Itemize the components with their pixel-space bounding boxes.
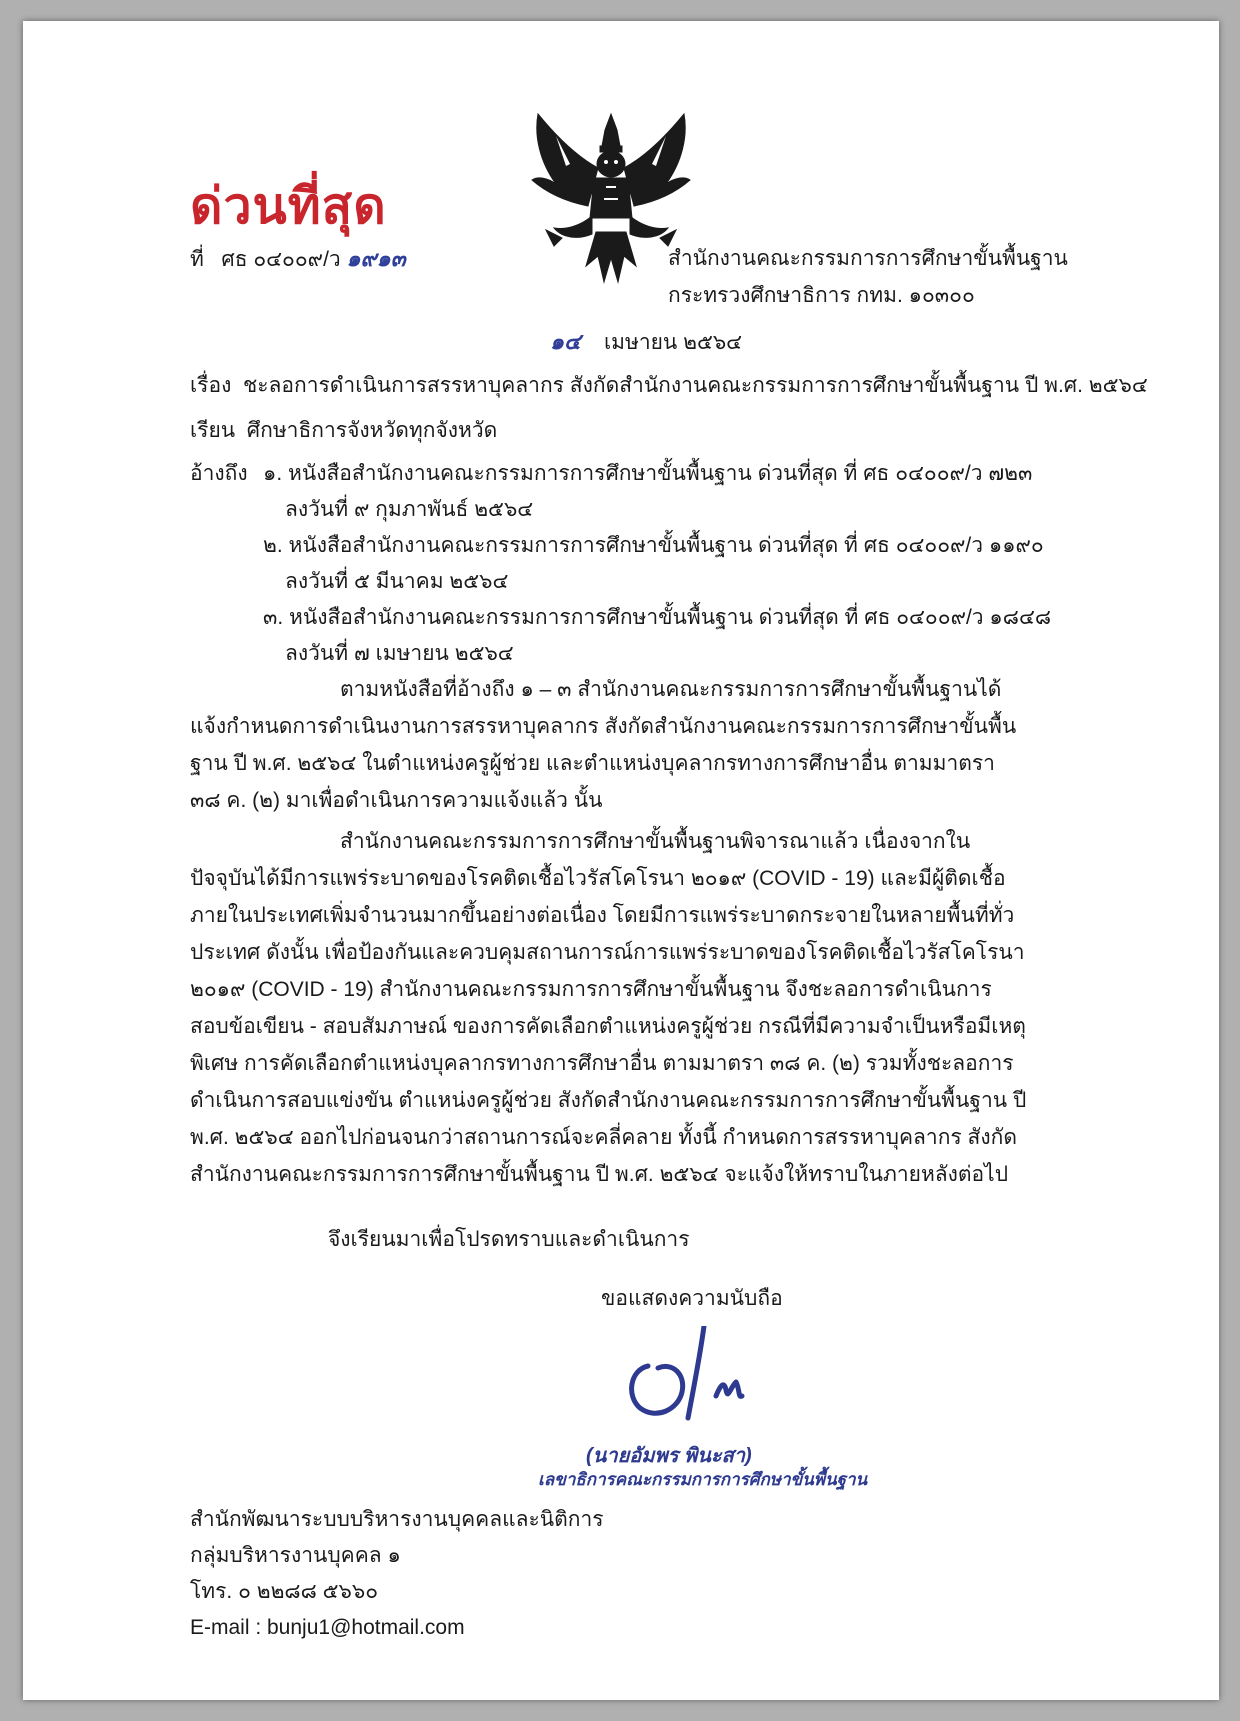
recipient-line [190, 418, 497, 444]
footer-division: สำนักพัฒนาระบบบริหารงานบุคคลและนิติการ [190, 1508, 604, 1531]
office-address: กระทรวงศึกษาธิการ กทม. ๑๐๓๐๐ [668, 284, 975, 307]
recipient-text: ศึกษาธิการจังหวัดทุกจังหวัด [246, 419, 498, 442]
date-month-year: เมษายน ๒๕๖๔ [603, 331, 743, 354]
references-label: อ้างถึง [190, 462, 248, 485]
signatory-position: เลขาธิการคณะกรรมการการศึกษาขั้นพื้นฐาน [538, 1470, 868, 1489]
reference-item-3-date: ลงวันที่ ๗ เมษายน ๒๕๖๔ [285, 642, 514, 665]
reference-item-2: ๒. หนังสือสำนักงานคณะกรรมการการศึกษาขั้นพื้นฐาน ด่วนที่สุด ที่ ศธ ๐๔๐๐๙/ว ๑๑๙๐ [263, 534, 1044, 557]
footer-phone: โทร. ๐ ๒๒๘๘ ๕๖๖๐ [190, 1580, 379, 1603]
date-day-handwritten: ๑๔ [550, 329, 581, 354]
reference-printed: ศธ ๐๔๐๐๙/ว [221, 248, 341, 271]
recipient-label: เรียน [190, 419, 236, 442]
reference-handwritten: ๑๙๑๓ [346, 246, 406, 271]
reference-item-1-date: ลงวันที่ ๙ กุมภาพันธ์ ๒๕๖๔ [285, 498, 534, 521]
reference-item-3: ๓. หนังสือสำนักงานคณะกรรมการการศึกษาขั้นพื้นฐาน ด่วนที่สุด ที่ ศธ ๐๔๐๐๙/ว ๑๘๔๘ [263, 606, 1052, 629]
reference-label: ที่ [190, 248, 204, 271]
subject-label: เรื่อง [190, 374, 232, 397]
reference-item-1: ๑. หนังสือสำนักงานคณะกรรมการการศึกษาขั้นพื้นฐาน ด่วนที่สุด ที่ ศธ ๐๔๐๐๙/ว ๗๒๓ [263, 462, 1033, 485]
footer-group: กลุ่มบริหารงานบุคคล ๑ [190, 1544, 401, 1567]
subject-line [190, 373, 1148, 399]
closing-request: จึงเรียนมาเพื่อโปรดทราบและดำเนินการ [328, 1228, 690, 1251]
body-paragraph-2: สำนักงานคณะกรรมการการศึกษาขั้นพื้นฐานพิจารณาแล้ว เนื่องจากในปัจจุบันได้มีการแพร่ระบาดของโรคติดเชื้อไวรัสโคโรนา ๒๐๑๙ (COVID - 19) และมีผู้ติดเชื้อภายในประเทศเพิ่มจำนวนมากขึ้นอย่างต่อเนื่อง โดยมีการแพร่ระบาดกระจายในหลายพื้นที่ทั่วประเทศ ดังนั้น เพื่อป้องกันและควบคุมสถานการณ์การแพร่ระบาดของโรคติดเชื้อไวรัสโคโรนา ๒๐๑๙ (COVID - 19) สำนักงานคณะกรรมการการศึกษาขั้นพื้นฐาน จึงชะลอการดำเนินการสอบข้อเขียน - สอบสัมภาษณ์ ของการคัดเลือกตำแหน่งครูผู้ช่วย กรณีที่มีความจำเป็นหรือมีเหตุพิเศษ การคัดเลือกตำแหน่งบุคลากรทางการศึกษาอื่น ตามมาตรา ๓๘ ค. (๒) รวมทั้งชะลอการดำเนินการสอบแข่งขัน ตำแหน่งครูผู้ช่วย สังกัดสำนักงานคณะกรรมการการศึกษาขั้นพื้นฐาน ปี พ.ศ. ๒๕๖๔ ออกไปก่อนจนกว่าสถานการณ์จะคลี่คลาย ทั้งนี้ กำหนดการสรรหาบุคลากร สังกัดสำนักงานคณะกรรมการการศึกษาขั้นพื้นฐาน ปี พ.ศ. ๒๕๖๔ จะแจ้งให้ทราบในภายหลังต่อไป [190, 830, 1027, 1186]
reference-number [190, 246, 406, 273]
valediction: ขอแสดงความนับถือ [601, 1287, 783, 1310]
letter-date [550, 329, 742, 356]
footer-email: E-mail : bunju1@hotmail.com [190, 1616, 465, 1639]
signatory-name: (นายอัมพร พินะสา) [586, 1445, 752, 1467]
office-name: สำนักงานคณะกรรมการการศึกษาขั้นพื้นฐาน [668, 247, 1068, 270]
body-paragraph-1: ตามหนังสือที่อ้างถึง ๑ – ๓ สำนักงานคณะกรรมการการศึกษาขั้นพื้นฐานได้แจ้งกำหนดการดำเนินงานการสรรหาบุคลากร สังกัดสำนักงานคณะกรรมการการศึกษาขั้นพื้นฐาน ปี พ.ศ. ๒๕๖๔ ในตำแหน่งครูผู้ช่วย และตำแหน่งบุคลากรทางการศึกษาอื่น ตามมาตรา ๓๘ ค. (๒) มาเพื่อดำเนินการความแจ้งแล้ว นั้น [190, 678, 1017, 812]
reference-item-2-date: ลงวันที่ ๕ มีนาคม ๒๕๖๔ [285, 570, 509, 593]
subject-text: ชะลอการดำเนินการสรรหาบุคลากร สังกัดสำนักงานคณะกรรมการการศึกษาขั้นพื้นฐาน ปี พ.ศ. ๒๕๖๔ [243, 374, 1148, 397]
handwritten-signature-icon [620, 1326, 800, 1426]
urgency-stamp: ด่วนที่สุด [190, 178, 387, 234]
document-page [23, 21, 1219, 1700]
